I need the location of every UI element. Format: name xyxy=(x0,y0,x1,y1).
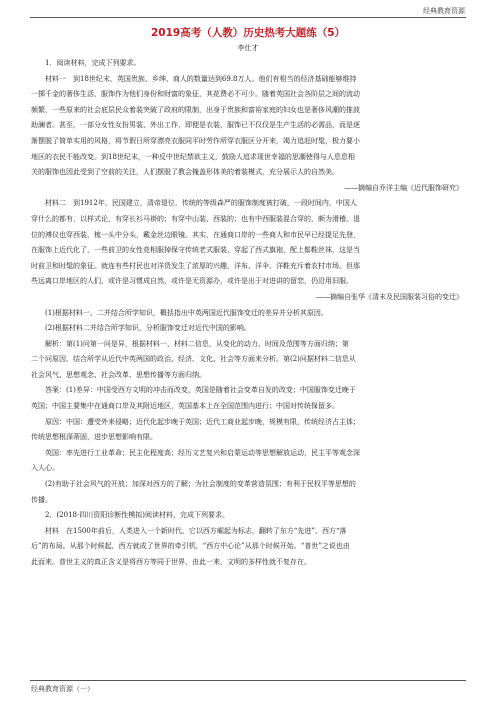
document-title: 2019高考（人教）历史热考大题练（5） xyxy=(150,27,346,39)
answer-line: 英国；中国主要集中在通商口岸及其附近地区，英国基本上在全国范围内进行；中国对传统保留多。 xyxy=(31,402,339,411)
material-1-line: 渐摆脱了简单实用的风格，将节假日所穿漂亮衣服同平时劳作所穿衣服区分开来，竭力追赶时髦，极力要小 xyxy=(31,136,360,145)
explanation-line: 二个问原因，结合所学从近代中英两国的政治、经济、文化、社会等方面来分析。第(2)问据材料二信息从 xyxy=(31,355,356,364)
material-1-source: ——摘编自乔洋主编《近代服饰研究》 xyxy=(344,183,463,192)
material-1-line: 材料一 到18世纪末，英国贵族、乡绅、商人的数量达到69.8万人。他们有相当的经济基础能够维持 xyxy=(45,74,357,83)
material-2-source: ——摘编自张华《清末及民国服装习俗的变迁》 xyxy=(316,292,463,301)
author: 李仕才 xyxy=(237,44,259,52)
question-2-material xyxy=(31,524,465,571)
material-2-line: 在服饰上近代化了，一些前卫的女性竞相服掉保守传统老式服装，穿起了西式旗袍，配上鬃鞋丝袜，这是当 xyxy=(31,246,360,255)
material-1-line: 一掷千金的奢侈生活，服饰作为他们身份和财富的象征，其花费必不可少。随着英国社会各阶层之间的流动 xyxy=(31,90,360,99)
sub-question-1: (1)根据材料一、二并结合所学知识，概括指出中英两国近代服饰变迁的差异并分析其原因。 xyxy=(45,308,328,317)
material-1-line: 关的服饰也因此受到了空前的关注，人们摆脱了教会掩盖形体美的着装模式，充分展示人的自然美。 xyxy=(31,168,339,177)
material-2-line: 时前卫和时髦的象征。就连有些村民也对洋货发生了浓厚的兴趣，洋布、洋伞、洋鞋充斥着农村市场。但那 xyxy=(31,261,360,270)
answer-line: 答案：(1)差异：中国受西方文明的冲击而改变，英国是随着社会变革自发的改变；中国服饰变迁晚于 xyxy=(45,386,356,395)
answer-2-line: (2)有助于社会风气的开放；加深对西方的了解；为社会制度的变革营造氛围；有利于民权平等思想的 xyxy=(45,480,356,489)
question-1-stem: 1．阅读材料，完成下列要求。 xyxy=(45,59,141,67)
document-body xyxy=(31,26,465,571)
footer-rule xyxy=(30,680,466,681)
material-2-line: 穿什么的都有，以样式论，有穿长衫马褂的；有穿中山装、西装的；也有中西服装混合穿的，颇为滑稽。退 xyxy=(31,214,360,223)
question-2-material-line: 材料 在1500年前后，人类进入一个新时代，它以西方崛起为标志，翻转了东方“先进”、西方“落 xyxy=(45,526,347,535)
answer xyxy=(31,383,465,508)
material-1-line: 频繁，一些原来的社会底层民众着装突破了政府的限制，出身于贵族和富裕家庭的妇女也是奢侈风潮的推波 xyxy=(31,105,360,114)
material-2-line: 材料二 到1912年，民国建立，清帝退位，传统的等级森严的服饰制度被打破，一段时间内，中国人 xyxy=(45,199,357,208)
material-2-line: 些远离口岸地区的人们，或许是习惯成自然，或许是无资源办，或许是出于对进讲的留恋，仍沿用旧服。 xyxy=(31,277,353,286)
material-1-line: 地区的衣民不能改变。到18世纪末，一种反中世纪禁欲主义，鼓励人追求现世幸福的思潮使得与人息息相 xyxy=(31,152,355,161)
explanation-line: 解析：第(1)问第一问是异，根据材料一、材料二信息，从变化的动力、时间及范围等方面归纳；第 xyxy=(45,339,349,348)
answer-reason-line: 原因：中国：遭受外来侵略；近代化起步晚于英国；近代工商业起步晚，规模有限，传统经济占主体； xyxy=(45,417,360,426)
header-rule xyxy=(30,17,466,18)
explanation-line: 社会风气、思想观念、社会改革、思想传播等方面归纳。 xyxy=(31,370,206,379)
answer-reason-line: 传统思想根深蒂固，进步思想影响有限。 xyxy=(31,433,157,442)
header-text: 经典教育资源 xyxy=(423,7,465,15)
sub-question-2: (2)根据材料二并结合所学知识，分析服饰变迁对近代中国的影响。 xyxy=(45,324,251,333)
material-1-line: 助澜者。甚至，一部分女性女扮男装，外出工作，即便是衣装，服饰已不仅仅是生产生活的必需品，而是逐 xyxy=(31,121,360,130)
answer-uk-line: 英国：率先进行工业革命；民主化程度高；经历文艺复兴和启蒙运动等思想解放运动，民主平等观念深 xyxy=(45,448,360,457)
material-2-line: 位的溥仪也穿西装，梳一头中分头，戴金丝边眼镜。其实，在通商口岸的一些商人和市民早已经提足先登， xyxy=(31,230,360,239)
material-1 xyxy=(31,72,465,197)
footer-text: 经典教育资源（一） xyxy=(31,685,94,693)
material-2 xyxy=(31,196,465,305)
answer-2-line: 传播。 xyxy=(31,495,52,504)
question-2-material-line: 此而来。普世主义的真正含义是将西方等同于世界，由此一来，文明的多样性就不复存在。 xyxy=(31,558,311,566)
explanation xyxy=(31,337,465,384)
question-2-stem: 2．(2018·四川资阳诊断性模拟)阅读材料，完成下列要求。 xyxy=(45,511,229,520)
question-2-material-line: 后”的布局。从那个时候起，西方就成了世界的牵引机，“西方中心论”从那个时候开始。“普世”之说也由 xyxy=(31,542,350,551)
answer-uk-line: 入人心。 xyxy=(31,464,59,473)
